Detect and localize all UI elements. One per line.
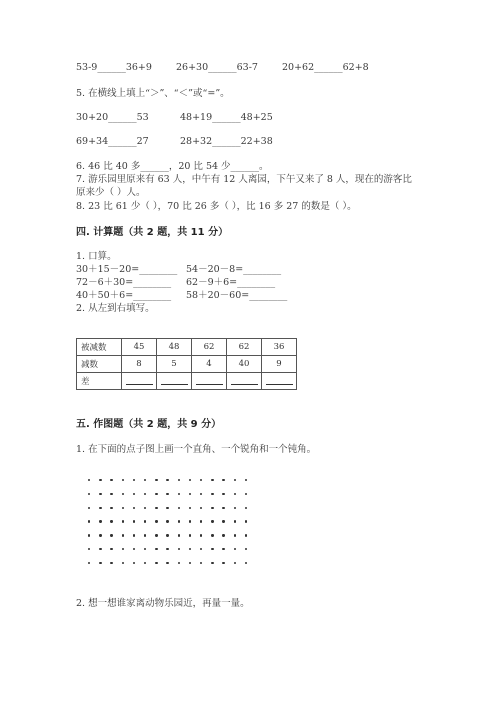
row-header: 减数 [77, 356, 122, 373]
grid-dot [245, 548, 247, 550]
grid-dot [200, 562, 202, 564]
grid-dot [122, 548, 124, 550]
grid-dot [211, 562, 213, 564]
grid-dot [122, 534, 124, 536]
grid-dot [99, 548, 101, 550]
compare-item: 53-9______36+9 [76, 62, 152, 73]
subtraction-table [76, 338, 297, 390]
grid-dot [245, 507, 247, 509]
oral-calc-item: 62－9＋6=________ [186, 277, 276, 288]
section-5-question-1: 1. 在下面的点子图上画一个直角、一个锐角和一个钝角。 [76, 444, 317, 455]
grid-dot [211, 520, 213, 522]
grid-dot [166, 507, 168, 509]
grid-dot [189, 479, 191, 481]
grid-dot [99, 493, 101, 495]
grid-dot [245, 562, 247, 564]
question-8: 8. 23 比 61 少（ ），70 比 26 多（ ），比 16 多 27 的数是（ ）。 [76, 201, 357, 212]
compare-item: 69+34______27 [76, 136, 149, 147]
grid-dot [133, 520, 135, 522]
grid-dot [99, 520, 101, 522]
grid-dot [122, 493, 124, 495]
grid-dot [200, 548, 202, 550]
grid-dot [99, 562, 101, 564]
answer-blank[interactable] [122, 373, 157, 390]
grid-dot [211, 507, 213, 509]
grid-dot [99, 479, 101, 481]
grid-dot [200, 493, 202, 495]
grid-dot [178, 493, 180, 495]
grid-dot [234, 534, 236, 536]
table-row-difference [77, 373, 297, 390]
grid-dot [144, 548, 146, 550]
grid-dot [99, 507, 101, 509]
grid-dot [122, 507, 124, 509]
answer-blank[interactable] [157, 373, 192, 390]
grid-dot [211, 479, 213, 481]
table-cell: 8 [122, 356, 157, 373]
grid-dot [189, 548, 191, 550]
grid-dot [166, 493, 168, 495]
grid-dot [133, 562, 135, 564]
grid-dot [245, 520, 247, 522]
grid-dot [234, 520, 236, 522]
question-7-line1: 7. 游乐园里原来有 63 人，中午有 12 人离园，下午又来了 8 人，现在的游客比 [76, 174, 412, 185]
grid-dot [211, 548, 213, 550]
grid-dot [200, 520, 202, 522]
table-cell: 40 [227, 356, 262, 373]
grid-dot [133, 493, 135, 495]
grid-dot [144, 534, 146, 536]
grid-dot [110, 479, 112, 481]
table-row-subtrahend [77, 356, 297, 373]
grid-dot [99, 534, 101, 536]
grid-dot [88, 520, 90, 522]
grid-dot [88, 562, 90, 564]
grid-dot [88, 493, 90, 495]
grid-dot [122, 479, 124, 481]
grid-dot [110, 507, 112, 509]
grid-dot [234, 562, 236, 564]
grid-dot [133, 534, 135, 536]
table-cell: 5 [157, 356, 192, 373]
grid-dot [222, 479, 224, 481]
grid-dot [200, 507, 202, 509]
oral-calc-item: 54－20－8=________ [186, 264, 282, 275]
table-cell: 4 [192, 356, 227, 373]
grid-dot [222, 534, 224, 536]
grid-dot [189, 534, 191, 536]
answer-blank[interactable] [227, 373, 262, 390]
grid-dot [155, 493, 157, 495]
table-cell: 62 [227, 339, 262, 356]
grid-dot [222, 562, 224, 564]
grid-dot [144, 520, 146, 522]
grid-dot [110, 493, 112, 495]
grid-dot [155, 520, 157, 522]
grid-dot [166, 534, 168, 536]
compare-item: 30+20______53 [76, 112, 149, 123]
grid-dot [166, 548, 168, 550]
grid-dot [234, 493, 236, 495]
section-5-question-2: 2. 想一想谁家离动物乐园近，再量一量。 [76, 598, 250, 609]
grid-dot [88, 548, 90, 550]
grid-dot [110, 520, 112, 522]
grid-dot [245, 534, 247, 536]
table-cell: 9 [262, 356, 297, 373]
grid-dot [88, 534, 90, 536]
grid-dot [166, 562, 168, 564]
question-6: 6. 46 比 40 多______，20 比 54 少______。 [76, 161, 269, 172]
grid-dot [189, 493, 191, 495]
grid-dot [155, 534, 157, 536]
grid-dot [222, 493, 224, 495]
grid-dot [144, 493, 146, 495]
grid-dot [122, 520, 124, 522]
grid-dot [178, 562, 180, 564]
grid-dot [178, 507, 180, 509]
grid-dot [133, 479, 135, 481]
grid-dot [222, 507, 224, 509]
grid-dot [222, 520, 224, 522]
compare-item: 26+30______63-7 [176, 62, 258, 73]
grid-dot [144, 562, 146, 564]
grid-dot [189, 520, 191, 522]
table-cell: 48 [157, 339, 192, 356]
grid-dot [155, 548, 157, 550]
grid-dot [88, 479, 90, 481]
table-cell: 45 [122, 339, 157, 356]
grid-dot [245, 479, 247, 481]
grid-dot [122, 562, 124, 564]
table-cell: 62 [192, 339, 227, 356]
grid-dot [155, 562, 157, 564]
grid-dot [166, 520, 168, 522]
section-4-question-1: 1. 口算。 [76, 251, 117, 262]
grid-dot [178, 520, 180, 522]
compare-item: 48+19______48+25 [180, 112, 273, 123]
grid-dot [144, 479, 146, 481]
compare-item: 20+62______62+8 [282, 62, 369, 73]
grid-dot [234, 507, 236, 509]
grid-dot [178, 534, 180, 536]
grid-dot [234, 479, 236, 481]
oral-calc-item: 58＋20－60=________ [186, 290, 288, 301]
answer-blank[interactable] [192, 373, 227, 390]
grid-dot [155, 479, 157, 481]
grid-dot [133, 507, 135, 509]
oral-calc-item: 30＋15－20=________ [76, 264, 178, 275]
question-7-line2: 原来少（ ）人。 [76, 187, 146, 198]
grid-dot [110, 534, 112, 536]
grid-dot [178, 479, 180, 481]
grid-dot [189, 562, 191, 564]
grid-dot [234, 548, 236, 550]
table-row-minuend [77, 339, 297, 356]
row-header: 差 [77, 373, 122, 390]
section-5-title: 五. 作图题（共 2 题，共 9 分） [76, 419, 222, 430]
grid-dot [110, 562, 112, 564]
grid-dot [110, 548, 112, 550]
grid-dot [144, 507, 146, 509]
grid-dot [211, 534, 213, 536]
section-4-title: 四. 计算题（共 2 题，共 11 分） [76, 227, 229, 238]
grid-dot [178, 548, 180, 550]
grid-dot [166, 479, 168, 481]
oral-calc-item: 72－6＋30=________ [76, 277, 172, 288]
oral-calc-item: 40＋50＋6=________ [76, 290, 172, 301]
grid-dot [189, 507, 191, 509]
row-header: 被减数 [77, 339, 122, 356]
grid-dot [155, 507, 157, 509]
question-5: 5. 在横线上填上“＞”、“＜”或“=”。 [76, 88, 230, 99]
grid-dot [222, 548, 224, 550]
grid-dot [200, 534, 202, 536]
grid-dot [245, 493, 247, 495]
section-4-question-2: 2. 从左到右填写。 [76, 303, 155, 314]
grid-dot [88, 507, 90, 509]
grid-dot [133, 548, 135, 550]
answer-blank[interactable] [262, 373, 297, 390]
compare-item: 28+32______22+38 [180, 136, 273, 147]
grid-dot [200, 479, 202, 481]
table-cell: 36 [262, 339, 297, 356]
grid-dot [211, 493, 213, 495]
